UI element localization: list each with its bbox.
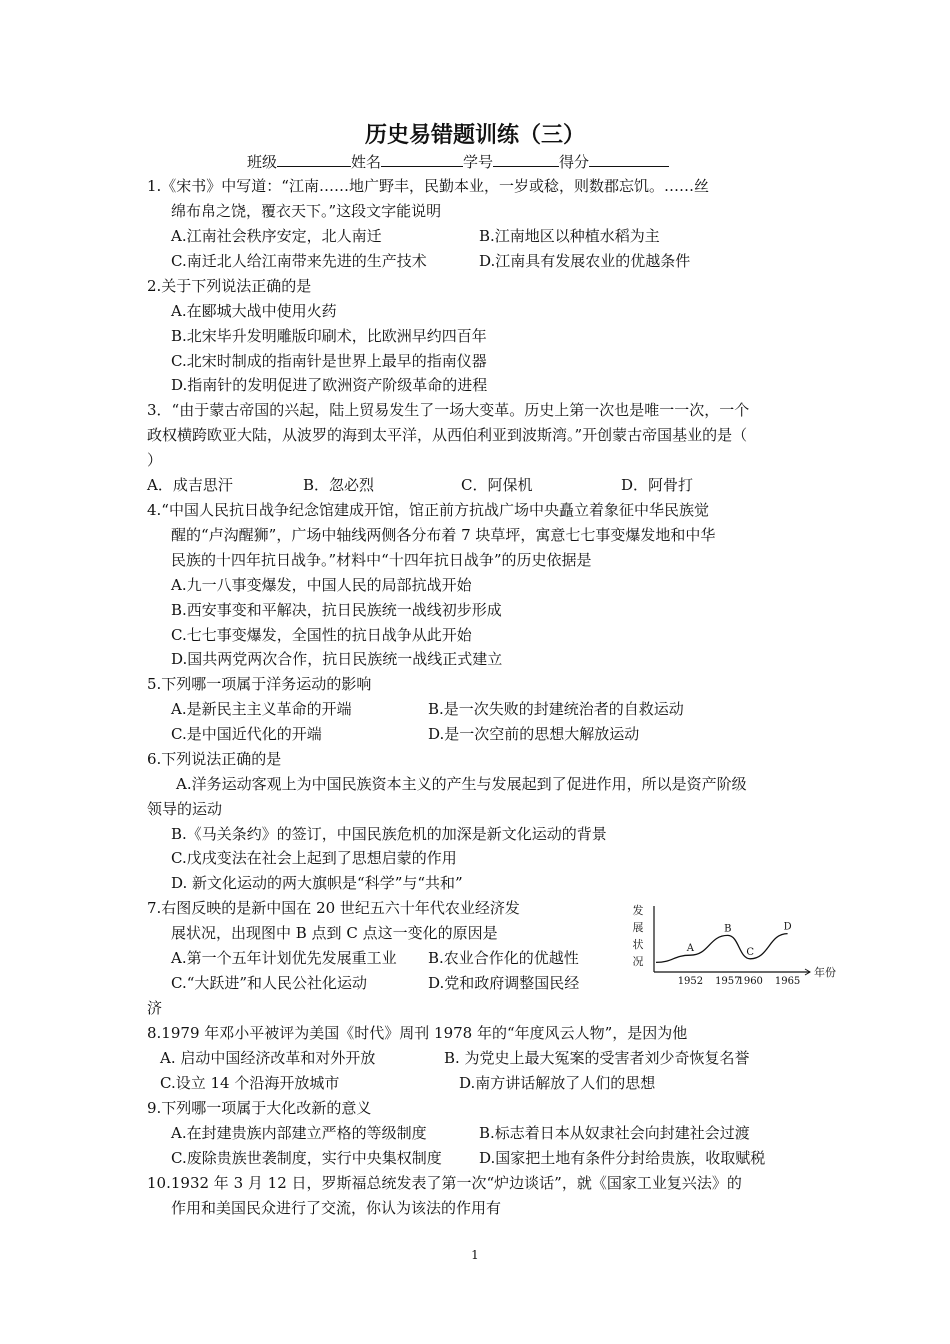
q2-option-d[interactable]: D.指南针的发明促进了欧洲资产阶级革命的进程 <box>171 376 488 394</box>
q1-option-a[interactable]: A.江南社会秩序安定，北人南迁 <box>171 227 382 245</box>
chart-y-label-char: 状 <box>632 938 644 951</box>
q1-stem-line1: 1.《宋书》中写道：“江南……地广野丰，民勤本业，一岁或稔，则数郡忘饥。……丝 <box>147 177 709 195</box>
q3-option-b[interactable]: B．忽必烈 <box>303 476 375 494</box>
q9-stem: 9.下列哪一项属于大化改新的意义 <box>147 1099 372 1117</box>
q5-option-a[interactable]: A.是新民主主义革命的开端 <box>171 700 352 718</box>
number-label: 学号 <box>463 153 494 171</box>
q6-stem: 6.下列说法正确的是 <box>147 750 282 768</box>
q10-stem-line1: 10.1932 年 3 月 12 日，罗斯福总统发表了第一次“炉边谈话”，就《国家工业复兴法》的 <box>147 1174 742 1192</box>
q4-option-b[interactable]: B.西安事变和平解决，抗日民族统一战线初步形成 <box>171 601 502 619</box>
q7-option-a[interactable]: A.第一个五年计划优先发展重工业 <box>171 949 397 967</box>
q9-option-b[interactable]: B.标志着日本从奴隶社会向封建社会过渡 <box>479 1124 750 1142</box>
chart-point-label: C <box>746 946 755 958</box>
q6-option-a-line2[interactable]: 领导的运动 <box>147 800 223 818</box>
q9-option-c[interactable]: C.废除贵族世袭制度，实行中央集权制度 <box>171 1149 442 1167</box>
score-label: 得分 <box>559 153 590 171</box>
q4-option-a[interactable]: A.九一八事变爆发，中国人民的局部抗战开始 <box>171 576 472 594</box>
q1-stem-line2: 绵布帛之饶，覆衣天下。”这段文字能说明 <box>171 202 442 220</box>
q4-option-d[interactable]: D.国共两党两次合作，抗日民族统一战线正式建立 <box>171 650 503 668</box>
q9-option-a[interactable]: A.在封建贵族内部建立严格的等级制度 <box>171 1124 427 1142</box>
number-blank[interactable] <box>493 152 559 167</box>
q8-option-a[interactable]: A. 启动中国经济改革和对外开放 <box>160 1049 376 1067</box>
chart-x-tick-label: 1957 <box>715 976 741 987</box>
q7-option-d-line2[interactable]: 济 <box>147 999 163 1017</box>
chart-point-label: B <box>724 923 732 935</box>
q3-option-d[interactable]: D．阿骨打 <box>621 476 694 494</box>
q8-option-c[interactable]: C.设立 14 个沿海开放城市 <box>160 1074 340 1092</box>
q2-option-b[interactable]: B.北宋毕升发明雕版印刷术，比欧洲早约四百年 <box>171 327 487 345</box>
q8-stem: 8.1979 年邓小平被评为美国《时代》周刊 1978 年的“年度风云人物”，是因为他 <box>147 1024 688 1042</box>
q3-stem-line1: 3．“由于蒙古帝国的兴起，陆上贸易发生了一场大变革。历史上第一次也是唯一一次，一个 <box>147 401 750 419</box>
q2-option-a[interactable]: A.在郾城大战中使用火药 <box>171 302 337 320</box>
q6-option-c[interactable]: C.戊戌变法在社会上起到了思想启蒙的作用 <box>171 849 457 867</box>
q5-option-c[interactable]: C.是中国近代化的开端 <box>171 725 322 743</box>
chart-point-label: D <box>783 921 792 933</box>
chart-y-label-char: 展 <box>632 921 644 934</box>
student-info-line <box>247 151 669 172</box>
chart-y-label-char: 况 <box>632 955 644 968</box>
q2-stem: 2.关于下列说法正确的是 <box>147 277 312 295</box>
score-blank[interactable] <box>589 152 669 167</box>
chart-series-line <box>656 934 788 963</box>
q3-option-a[interactable]: A．成吉思汗 <box>147 476 233 494</box>
page-number: 1 <box>471 1248 479 1262</box>
chart-x-tick-label: 1952 <box>677 976 704 987</box>
q1-option-b[interactable]: B.江南地区以种植水稻为主 <box>479 227 660 245</box>
class-blank[interactable] <box>277 152 351 167</box>
chart-x-axis-label: 年份 <box>814 966 836 979</box>
q10-stem-line2: 作用和美国民众进行了交流，你认为该法的作用有 <box>171 1199 502 1217</box>
q4-stem-line2: 醒的“卢沟醒狮”，广场中轴线两侧各分布着 7 块草坪，寓意七七事变爆发地和中华 <box>171 526 716 544</box>
q4-stem-line1: 4.“中国人民抗日战争纪念馆建成开馆，馆正前方抗战广场中央矗立着象征中华民族觉 <box>147 501 709 519</box>
q4-option-c[interactable]: C.七七事变爆发，全国性的抗日战争从此开始 <box>171 626 472 644</box>
q1-option-c[interactable]: C.南迁北人给江南带来先进的生产技术 <box>171 252 427 270</box>
q6-option-a-line1[interactable]: A.洋务运动客观上为中国民族资本主义的产生与发展起到了促进作用，所以是资产阶级 <box>176 775 747 793</box>
chart-x-tick-label: 1965 <box>774 976 801 987</box>
chart-point-label: A <box>686 943 695 955</box>
q7-stem-line2: 展状况，出现图中 B 点到 C 点这一变化的原因是 <box>171 924 498 942</box>
q3-option-c[interactable]: C．阿保机 <box>461 476 533 494</box>
name-label: 姓名 <box>351 153 382 171</box>
chart-x-tick-label: 1960 <box>737 976 763 987</box>
chart-y-label-char: 发 <box>632 904 644 917</box>
q8-option-d[interactable]: D.南方讲话解放了人们的思想 <box>459 1074 656 1092</box>
class-label: 班级 <box>247 153 278 171</box>
q8-option-b[interactable]: B. 为党史上最大冤案的受害者刘少奇恢复名誉 <box>444 1049 750 1067</box>
agriculture-development-chart <box>628 900 838 988</box>
q7-option-c[interactable]: C.“大跃进”和人民公社化运动 <box>171 974 368 992</box>
q7-option-d-line1[interactable]: D.党和政府调整国民经 <box>428 974 580 992</box>
q6-option-d[interactable]: D. 新文化运动的两大旗帜是“科学”与“共和” <box>171 874 463 892</box>
q5-stem: 5.下列哪一项属于洋务运动的影响 <box>147 675 372 693</box>
name-blank[interactable] <box>381 152 463 167</box>
q3-stem-line3: ） <box>147 451 163 469</box>
q5-option-d[interactable]: D.是一次空前的思想大解放运动 <box>428 725 640 743</box>
page-title: 历史易错题训练（三） <box>364 123 585 148</box>
q4-stem-line3: 民族的十四年抗日战争。”材料中“十四年抗日战争”的历史依据是 <box>171 551 592 569</box>
q7-option-b[interactable]: B.农业合作化的优越性 <box>428 949 579 967</box>
q1-option-d[interactable]: D.江南具有发展农业的优越条件 <box>479 252 691 270</box>
q7-stem-line1: 7.右图反映的是新中国在 20 世纪五六十年代农业经济发 <box>147 899 520 917</box>
q3-stem-line2: 政权横跨欧亚大陆，从波罗的海到太平洋，从西伯利亚到波斯湾。”开创蒙古帝国基业的是（ <box>147 426 748 444</box>
q9-option-d[interactable]: D.国家把土地有条件分封给贵族，收取赋税 <box>479 1149 766 1167</box>
q6-option-b[interactable]: B.《马关条约》的签订，中国民族危机的加深是新文化运动的背景 <box>171 825 607 843</box>
q2-option-c[interactable]: C.北宋时制成的指南针是世界上最早的指南仪器 <box>171 352 487 370</box>
q5-option-b[interactable]: B.是一次失败的封建统治者的自救运动 <box>428 700 684 718</box>
